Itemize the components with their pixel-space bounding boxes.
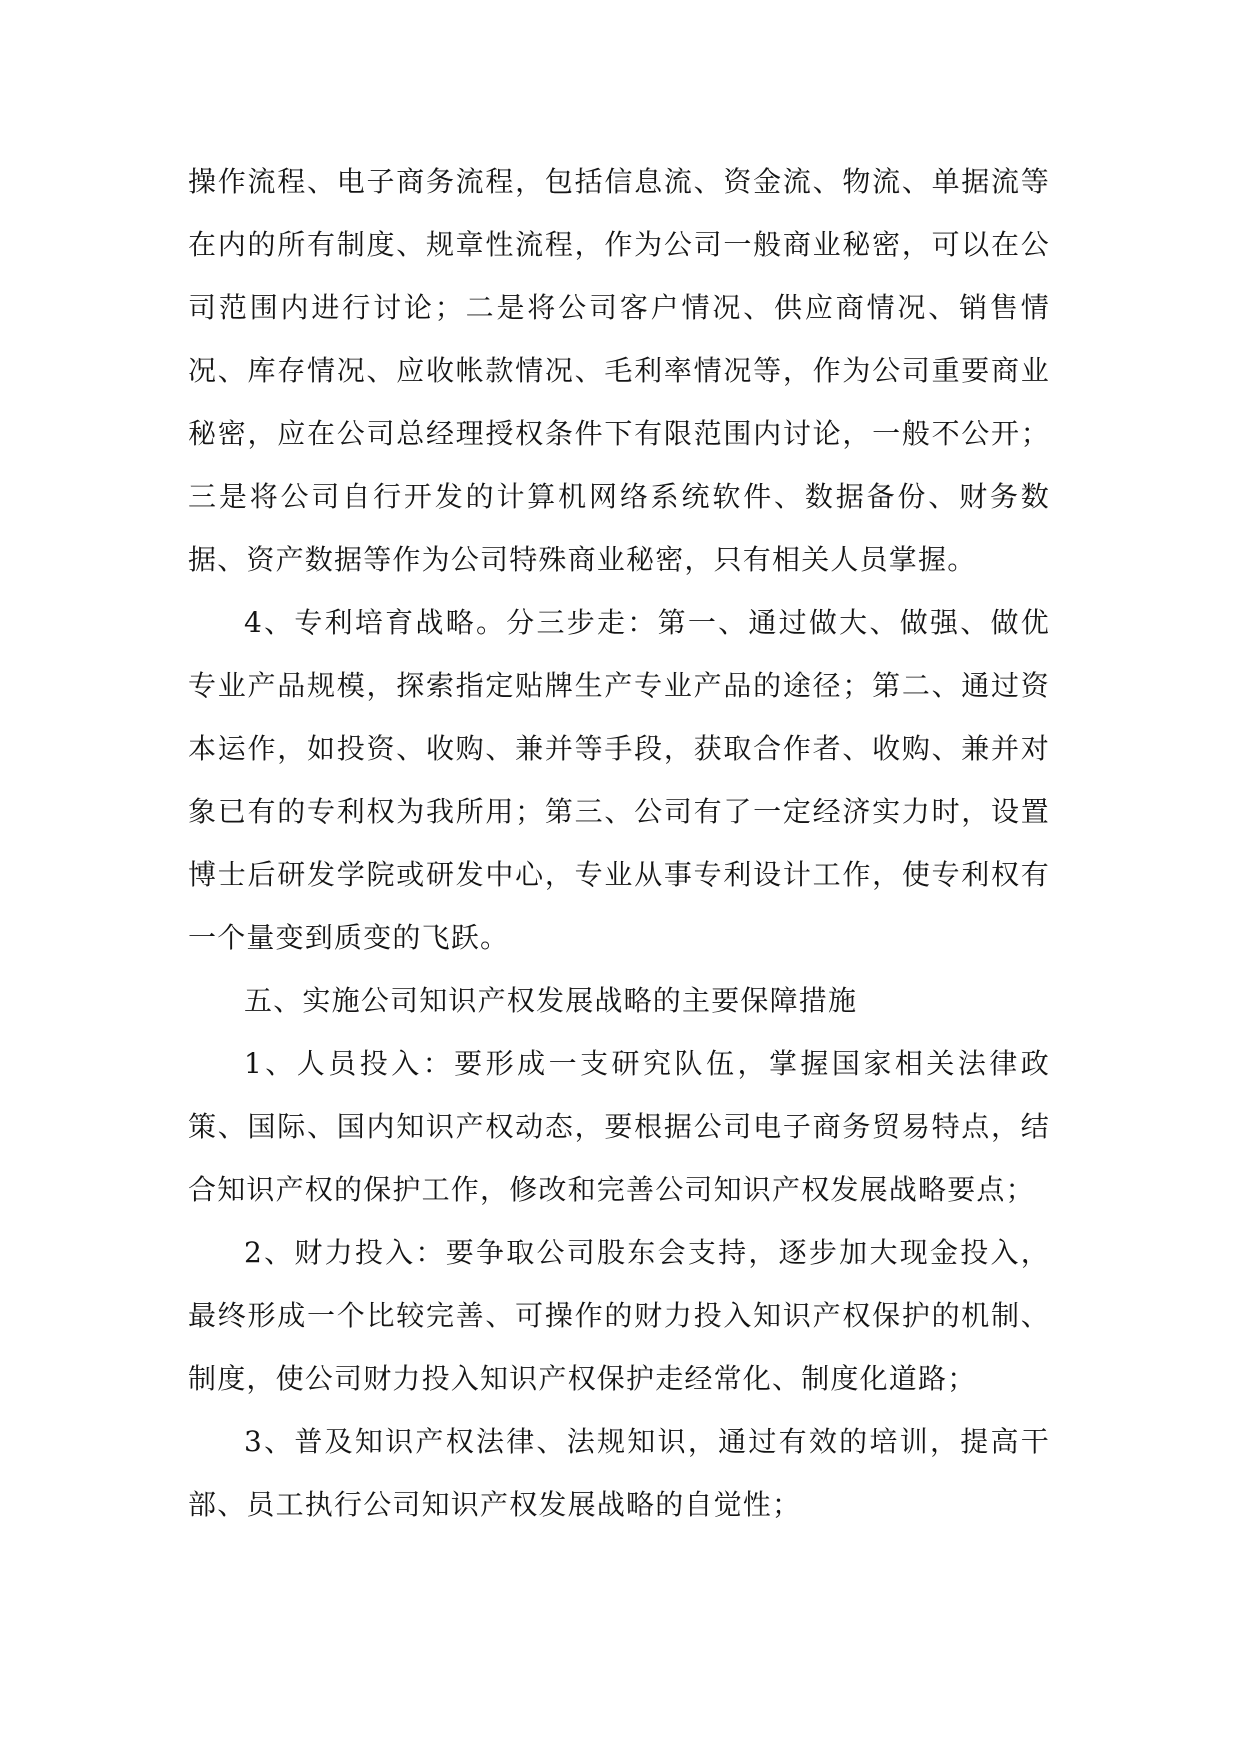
document-body bbox=[188, 150, 1050, 1536]
paragraph-knowledge-training: 3、普及知识产权法律、法规知识，通过有效的培训，提高干部、员工执行公司知识产权发展战略的自觉性； bbox=[188, 1425, 1050, 1521]
paragraph-trade-secret-continuation: 操作流程、电子商务流程，包括信息流、资金流、物流、单据流等在内的所有制度、规章性流程，作为公司一般商业秘密，可以在公司范围内进行讨论；二是将公司客户情况、供应商情况、销售情况、库存情况、应收帐款情况、毛利率情况等，作为公司重要商业秘密，应在公司总经理授权条件下有限范围内讨论，一般不公开；三是将公司自行开发的计算机网络系统软件、数据备份、财务数据、资产数据等作为公司特殊商业秘密，只有相关人员掌握。 bbox=[188, 165, 1050, 576]
paragraph-personnel-investment: 1、人员投入：要形成一支研究队伍，掌握国家相关法律政策、国际、国内知识产权动态，要根据公司电子商务贸易特点，结合知识产权的保护工作，修改和完善公司知识产权发展战略要点； bbox=[188, 1047, 1050, 1206]
paragraph-patent-strategy: 4、专利培育战略。分三步走：第一、通过做大、做强、做优专业产品规模，探索指定贴牌生产专业产品的途径；第二、通过资本运作，如投资、收购、兼并等手段，获取合作者、收购、兼并对象已有的专利权为我所用；第三、公司有了一定经济实力时，设置博士后研发学院或研发中心，专业从事专利设计工作，使专利权有一个量变到质变的飞跃。 bbox=[188, 606, 1050, 954]
section-heading-safeguard-measures: 五、实施公司知识产权发展战略的主要保障措施 bbox=[244, 984, 858, 1017]
paragraph-financial-investment: 2、财力投入：要争取公司股东会支持，逐步加大现金投入，最终形成一个比较完善、可操作的财力投入知识产权保护的机制、制度，使公司财力投入知识产权保护走经常化、制度化道路； bbox=[188, 1236, 1050, 1395]
